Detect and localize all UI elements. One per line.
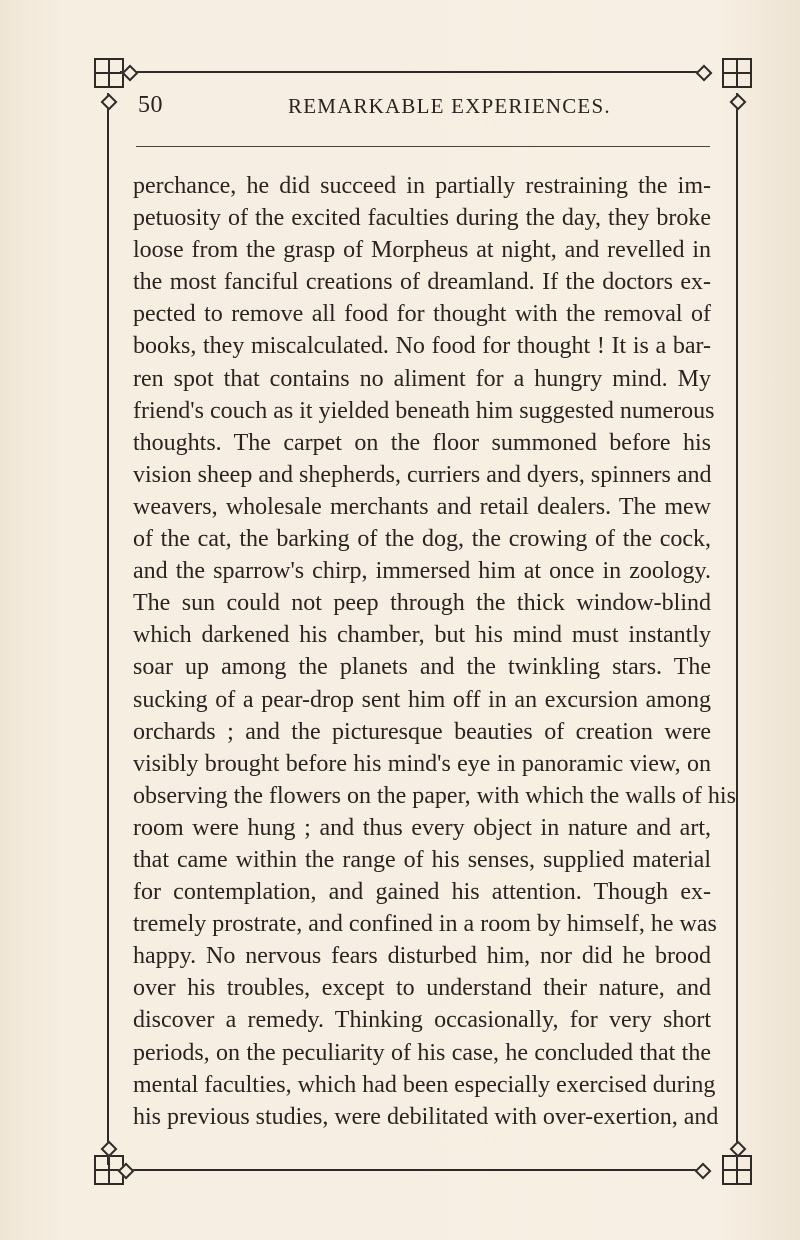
text-line: books, they miscalculated. No food for thought ! It is a bar-	[133, 333, 711, 360]
text-line: mental faculties, which had been especially exercised during	[133, 1071, 716, 1098]
text-line: pected to remove all food for thought with the removal of	[133, 301, 711, 328]
header-rule	[136, 146, 710, 147]
diamond-ornament-icon	[101, 94, 118, 111]
running-head: REMARKABLE EXPERIENCES.	[288, 94, 611, 118]
text-line: room were hung ; and thus every object in nature and art,	[133, 814, 711, 841]
text-line: sucking of a pear-drop sent him off in an excursion among	[133, 686, 711, 713]
text-line: tremely prostrate, and confined in a room by himself, he was	[133, 911, 717, 938]
text-line: that came within the range of his senses, supplied material	[133, 846, 711, 873]
text-line: discover a remedy. Thinking occasionally, for very short	[133, 1007, 711, 1034]
text-line: observing the flowers on the paper, with which the walls of his	[133, 782, 736, 809]
text-line: visibly brought before his mind's eye in panoramic view, on	[133, 750, 711, 777]
text-line: orchards ; and the picturesque beauties of creation were	[133, 718, 711, 745]
body-text	[133, 170, 736, 1133]
text-line: loose from the grasp of Morpheus at night, and revelled in	[133, 237, 711, 264]
text-line: the most fanciful creations of dreamland. If the doctors ex-	[133, 269, 711, 296]
page-number: 50	[138, 92, 163, 118]
frame-left-rule	[107, 93, 109, 1165]
corner-ornament-icon	[94, 58, 124, 88]
text-line: over his troubles, except to understand their nature, and	[133, 975, 711, 1002]
text-line: petuosity of the excited faculties during the day, they broke	[133, 205, 711, 232]
text-line: vision sheep and shepherds, curriers and dyers, spinners and	[133, 461, 712, 488]
text-line: perchance, he did succeed in partially restraining the im-	[133, 173, 711, 199]
text-line: ren spot that contains no aliment for a hungry mind. My	[133, 365, 711, 392]
text-line: for contemplation, and gained his attention. Though ex-	[133, 879, 711, 906]
diamond-ornament-icon	[122, 65, 139, 82]
corner-ornament-icon	[722, 58, 752, 88]
frame-bottom-rule	[116, 1169, 706, 1171]
corner-ornament-icon	[722, 1155, 752, 1185]
text-line: weavers, wholesale merchants and retail dealers. The mew	[133, 493, 711, 520]
text-line: of the cat, the barking of the dog, the crowing of the cock,	[133, 526, 711, 553]
frame-right-rule	[736, 93, 738, 1165]
frame-top-rule	[120, 71, 710, 73]
diamond-ornament-icon	[696, 65, 713, 82]
text-line: thoughts. The carpet on the floor summoned before his	[133, 429, 711, 456]
text-line: his previous studies, were debilitated with over-exertion, and	[133, 1103, 719, 1130]
text-line: happy. No nervous fears disturbed him, nor did he brood	[133, 943, 711, 970]
text-line: which darkened his chamber, but his mind must instantly	[133, 622, 711, 649]
page-header	[138, 92, 738, 122]
text-line: The sun could not peep through the thick window-blind	[133, 590, 711, 617]
text-line: friend's couch as it yielded beneath him suggested numerous	[133, 397, 715, 424]
diamond-ornament-icon	[695, 1163, 712, 1180]
text-line: soar up among the planets and the twinkling stars. The	[133, 654, 711, 681]
text-line: periods, on the peculiarity of his case, he concluded that the	[133, 1039, 711, 1066]
text-line: and the sparrow's chirp, immersed him at once in zoology.	[133, 558, 711, 585]
